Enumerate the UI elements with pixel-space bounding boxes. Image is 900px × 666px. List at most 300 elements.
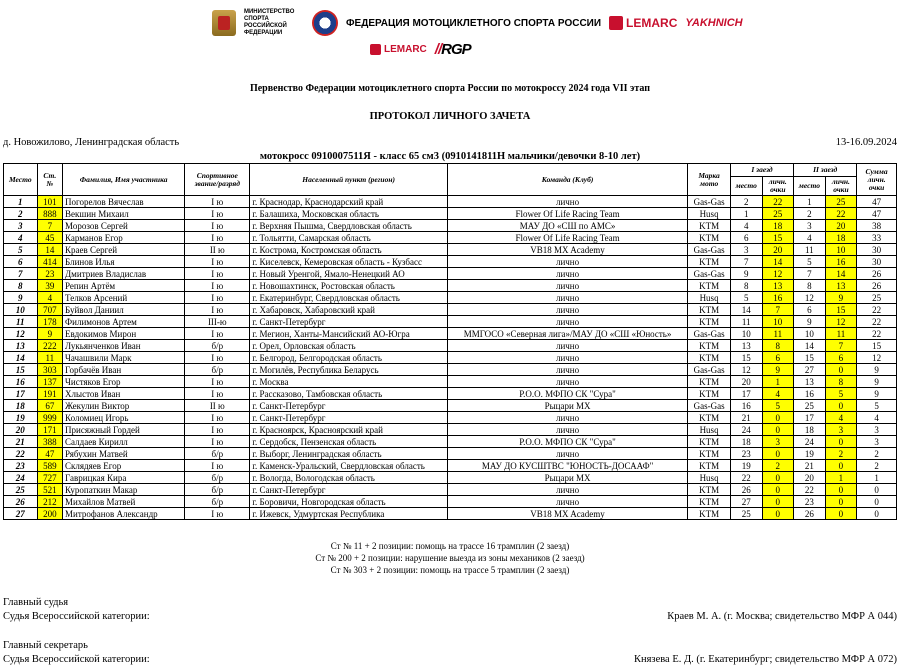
row-race1-pos: 15 xyxy=(730,352,762,364)
row-rank: б/р xyxy=(185,496,250,508)
row-city: г. Мегион, Ханты-Мансийский АО-Югра xyxy=(250,328,448,340)
row-race2-pos: 24 xyxy=(794,436,826,448)
row-race2-pos: 7 xyxy=(794,268,826,280)
row-bike: KTM xyxy=(688,412,731,424)
row-team: Р.О.О. МФПО СК "Сура" xyxy=(447,388,687,400)
row-start-no: 388 xyxy=(37,436,62,448)
row-city: г. Рассказово, Тамбовская область xyxy=(250,388,448,400)
table-row xyxy=(4,472,897,484)
table-row xyxy=(4,484,897,496)
row-bike: Gas-Gas xyxy=(688,364,731,376)
row-total: 22 xyxy=(857,304,897,316)
row-race1-pts: 8 xyxy=(762,340,794,352)
row-start-no: 101 xyxy=(37,196,62,208)
row-race2-pos: 20 xyxy=(794,472,826,484)
row-city: г. Киселевск, Кемеровская область - Кузбасс xyxy=(250,256,448,268)
row-race1-pos: 5 xyxy=(730,292,762,304)
row-race2-pts: 18 xyxy=(825,232,857,244)
row-team: Flower Of Life Racing Team xyxy=(447,208,687,220)
header-race2-pos: место xyxy=(794,177,826,196)
row-race1-pos: 6 xyxy=(730,232,762,244)
row-name: Коломиец Игорь xyxy=(63,412,185,424)
row-city: г. Санкт-Петербург xyxy=(250,484,448,496)
row-bike: KTM xyxy=(688,376,731,388)
row-team: лично xyxy=(447,424,687,436)
table-row xyxy=(4,208,897,220)
row-race1-pts: 9 xyxy=(762,364,794,376)
row-race2-pts: 15 xyxy=(825,304,857,316)
class-line: мотокросс 0910007511Я - класс 65 см3 (0910141811Н мальчики/девочки 8-10 лет) xyxy=(259,151,641,162)
table-row xyxy=(4,232,897,244)
row-race2-pts: 2 xyxy=(825,448,857,460)
row-total: 9 xyxy=(857,388,897,400)
row-total: 0 xyxy=(857,496,897,508)
row-race1-pts: 25 xyxy=(762,208,794,220)
row-place: 8 xyxy=(4,280,38,292)
row-race2-pts: 6 xyxy=(825,352,857,364)
row-start-no: 589 xyxy=(37,460,62,472)
row-city: г. Могилёв, Республика Беларусь xyxy=(250,364,448,376)
row-rank: I ю xyxy=(185,256,250,268)
row-total: 22 xyxy=(857,316,897,328)
table-row xyxy=(4,196,897,208)
notes xyxy=(0,540,900,576)
row-start-no: 999 xyxy=(37,412,62,424)
row-place: 2 xyxy=(4,208,38,220)
row-place: 6 xyxy=(4,256,38,268)
table-row xyxy=(4,424,897,436)
event-dates: 13-16.09.2024 xyxy=(835,137,897,148)
row-race2-pts: 16 xyxy=(825,256,857,268)
judge-category: Судья Всероссийской категории: xyxy=(3,611,150,622)
row-start-no: 14 xyxy=(37,244,62,256)
header-logos xyxy=(212,8,752,38)
row-bike: Husq xyxy=(688,424,731,436)
row-race2-pts: 0 xyxy=(825,436,857,448)
lemarc-logo: LEMARC xyxy=(609,16,677,30)
row-city: г. Санкт-Петербург xyxy=(250,316,448,328)
row-race2-pts: 14 xyxy=(825,268,857,280)
row-total: 33 xyxy=(857,232,897,244)
row-start-no: 303 xyxy=(37,364,62,376)
row-race2-pos: 25 xyxy=(794,400,826,412)
table-row xyxy=(4,460,897,472)
note: Ст № 11 + 2 позиции: помощь на трассе 16 трамплин (2 заезд) xyxy=(330,541,570,551)
row-name: Векшин Михаил xyxy=(63,208,185,220)
row-place: 15 xyxy=(4,364,38,376)
row-start-no: 414 xyxy=(37,256,62,268)
row-total: 15 xyxy=(857,340,897,352)
row-race1-pos: 3 xyxy=(730,244,762,256)
table-row xyxy=(4,268,897,280)
row-race1-pos: 16 xyxy=(730,400,762,412)
row-team: Р.О.О. МФПО СК "Сура" xyxy=(447,436,687,448)
row-race2-pts: 10 xyxy=(825,244,857,256)
row-race2-pts: 5 xyxy=(825,388,857,400)
row-race2-pts: 0 xyxy=(825,484,857,496)
row-name: Морозов Сергей xyxy=(63,220,185,232)
row-start-no: 222 xyxy=(37,340,62,352)
table-row xyxy=(4,292,897,304)
row-team: лично xyxy=(447,304,687,316)
row-place: 4 xyxy=(4,232,38,244)
row-team: Рыцари МХ xyxy=(447,472,687,484)
header-race2-pts: личн. очки xyxy=(825,177,857,196)
header-race1-pts: личн. очки xyxy=(762,177,794,196)
row-rank: III-ю xyxy=(185,316,250,328)
row-rank: I ю xyxy=(185,292,250,304)
row-race1-pts: 12 xyxy=(762,268,794,280)
table-row xyxy=(4,388,897,400)
row-race1-pos: 20 xyxy=(730,376,762,388)
row-name: Евдокимов Мирон xyxy=(63,328,185,340)
table-row xyxy=(4,400,897,412)
results-body xyxy=(4,196,897,520)
row-city: г. Новый Уренгой, Ямало-Ненецкий АО xyxy=(250,268,448,280)
row-race1-pts: 7 xyxy=(762,304,794,316)
federation-name: ФЕДЕРАЦИЯ МОТОЦИКЛЕТНОГО СПОРТА РОССИИ xyxy=(346,17,602,29)
row-name: Присяжный Гордей xyxy=(63,424,185,436)
row-race2-pos: 5 xyxy=(794,256,826,268)
row-race1-pts: 0 xyxy=(762,508,794,520)
row-total: 25 xyxy=(857,292,897,304)
row-city: г. Москва xyxy=(250,376,448,388)
row-race1-pos: 7 xyxy=(730,256,762,268)
row-total: 5 xyxy=(857,400,897,412)
row-race1-pos: 1 xyxy=(730,208,762,220)
row-bike: Gas-Gas xyxy=(688,196,731,208)
row-race1-pts: 0 xyxy=(762,424,794,436)
row-name: Лукьянченков Иван xyxy=(63,340,185,352)
row-race1-pos: 10 xyxy=(730,328,762,340)
row-bike: KTM xyxy=(688,496,731,508)
row-rank: I ю xyxy=(185,436,250,448)
row-race1-pts: 10 xyxy=(762,316,794,328)
row-name: Горбачёв Иван xyxy=(63,364,185,376)
note: Ст № 303 + 2 позиции: помощь на трассе 5 трамплин (2 заезд) xyxy=(330,565,570,575)
row-bike: KTM xyxy=(688,232,731,244)
table-row xyxy=(4,280,897,292)
row-rank: б/р xyxy=(185,340,250,352)
row-race2-pos: 15 xyxy=(794,352,826,364)
row-start-no: 137 xyxy=(37,376,62,388)
row-race2-pts: 9 xyxy=(825,292,857,304)
row-race1-pos: 21 xyxy=(730,412,762,424)
row-place: 3 xyxy=(4,220,38,232)
row-race1-pts: 1 xyxy=(762,376,794,388)
row-name: Куропаткин Макар xyxy=(63,484,185,496)
row-place: 9 xyxy=(4,292,38,304)
row-race1-pts: 0 xyxy=(762,484,794,496)
row-total: 30 xyxy=(857,256,897,268)
row-total: 12 xyxy=(857,352,897,364)
row-race2-pos: 23 xyxy=(794,496,826,508)
row-rank: I ю xyxy=(185,208,250,220)
row-race1-pos: 26 xyxy=(730,484,762,496)
row-race1-pts: 2 xyxy=(762,460,794,472)
header-start-no: Ст. № xyxy=(37,164,62,196)
row-bike: Husq xyxy=(688,292,731,304)
row-bike: KTM xyxy=(688,448,731,460)
row-bike: KTM xyxy=(688,256,731,268)
row-race2-pts: 4 xyxy=(825,412,857,424)
row-start-no: 521 xyxy=(37,484,62,496)
row-bike: KTM xyxy=(688,460,731,472)
row-bike: Gas-Gas xyxy=(688,328,731,340)
row-name: Жекулин Виктор xyxy=(63,400,185,412)
row-rank: I ю xyxy=(185,412,250,424)
row-place: 13 xyxy=(4,340,38,352)
header-team: Команда (Клуб) xyxy=(447,164,687,196)
row-start-no: 23 xyxy=(37,268,62,280)
row-race1-pts: 15 xyxy=(762,232,794,244)
row-bike: KTM xyxy=(688,388,731,400)
row-place: 10 xyxy=(4,304,38,316)
row-team: лично xyxy=(447,316,687,328)
row-total: 26 xyxy=(857,280,897,292)
row-place: 23 xyxy=(4,460,38,472)
row-place: 24 xyxy=(4,472,38,484)
row-bike: KTM xyxy=(688,340,731,352)
row-race1-pts: 0 xyxy=(762,472,794,484)
table-row xyxy=(4,352,897,364)
row-race2-pos: 17 xyxy=(794,412,826,424)
row-race2-pts: 7 xyxy=(825,340,857,352)
row-race2-pts: 0 xyxy=(825,460,857,472)
row-race1-pts: 16 xyxy=(762,292,794,304)
row-race2-pos: 22 xyxy=(794,484,826,496)
row-name: Филимонов Артем xyxy=(63,316,185,328)
row-total: 30 xyxy=(857,244,897,256)
row-race2-pts: 0 xyxy=(825,400,857,412)
row-rank: I ю xyxy=(185,304,250,316)
row-place: 22 xyxy=(4,448,38,460)
row-place: 7 xyxy=(4,268,38,280)
row-race1-pts: 18 xyxy=(762,220,794,232)
header-logos-second-row xyxy=(370,38,530,60)
row-start-no: 45 xyxy=(37,232,62,244)
row-race2-pts: 12 xyxy=(825,316,857,328)
row-start-no: 200 xyxy=(37,508,62,520)
row-rank: I ю xyxy=(185,508,250,520)
row-rank: б/р xyxy=(185,364,250,376)
row-team: VB18 MX Academy xyxy=(447,508,687,520)
row-place: 17 xyxy=(4,388,38,400)
row-total: 22 xyxy=(857,328,897,340)
row-team: лично xyxy=(447,352,687,364)
row-bike: Gas-Gas xyxy=(688,268,731,280)
table-row xyxy=(4,256,897,268)
row-name: Погорелов Вячеслав xyxy=(63,196,185,208)
row-place: 11 xyxy=(4,316,38,328)
row-rank: I ю xyxy=(185,460,250,472)
row-city: г. Санкт-Петербург xyxy=(250,400,448,412)
row-name: Гаврицкая Кира xyxy=(63,472,185,484)
row-race2-pts: 22 xyxy=(825,208,857,220)
results-table xyxy=(3,163,897,520)
row-team: лично xyxy=(447,484,687,496)
header-race1: I заезд xyxy=(730,164,793,177)
row-race2-pos: 11 xyxy=(794,244,826,256)
row-team: лично xyxy=(447,364,687,376)
row-race1-pos: 22 xyxy=(730,472,762,484)
lemarc-logo-small: LEMARC xyxy=(370,44,427,55)
row-place: 27 xyxy=(4,508,38,520)
row-place: 14 xyxy=(4,352,38,364)
row-name: Митрофанов Александр xyxy=(63,508,185,520)
row-team: лично xyxy=(447,292,687,304)
row-city: г. Верхняя Пышма, Свердловская область xyxy=(250,220,448,232)
header-place: Место xyxy=(4,164,38,196)
header-rank: Спортивное звание/разряд xyxy=(185,164,250,196)
row-race2-pos: 9 xyxy=(794,316,826,328)
row-rank: б/р xyxy=(185,472,250,484)
row-race2-pos: 3 xyxy=(794,220,826,232)
row-city: г. Белгород, Белгородская область xyxy=(250,352,448,364)
row-race2-pts: 8 xyxy=(825,376,857,388)
row-city: г. Тольятти, Самарская область xyxy=(250,232,448,244)
row-rank: I ю xyxy=(185,352,250,364)
row-place: 16 xyxy=(4,376,38,388)
row-race1-pts: 4 xyxy=(762,388,794,400)
row-race1-pts: 0 xyxy=(762,412,794,424)
row-place: 21 xyxy=(4,436,38,448)
row-team: МАУ ДО «СШ по АМС» xyxy=(447,220,687,232)
row-total: 9 xyxy=(857,376,897,388)
row-city: г. Балашиха, Московская область xyxy=(250,208,448,220)
row-start-no: 39 xyxy=(37,280,62,292)
row-race2-pos: 26 xyxy=(794,508,826,520)
table-row xyxy=(4,448,897,460)
ministry-logo-text: МИНИСТЕРСТВО СПОРТА РОССИЙСКОЙ ФЕДЕРАЦИИ xyxy=(244,9,295,36)
row-start-no: 212 xyxy=(37,496,62,508)
row-total: 0 xyxy=(857,508,897,520)
row-bike: Gas-Gas xyxy=(688,400,731,412)
row-city: г. Выборг, Ленинградская область xyxy=(250,448,448,460)
row-bike: KTM xyxy=(688,316,731,328)
row-team: лично xyxy=(447,448,687,460)
row-start-no: 191 xyxy=(37,388,62,400)
row-place: 18 xyxy=(4,400,38,412)
row-team: лично xyxy=(447,376,687,388)
row-start-no: 67 xyxy=(37,400,62,412)
row-rank: I ю xyxy=(185,280,250,292)
row-race1-pts: 11 xyxy=(762,328,794,340)
row-race2-pts: 3 xyxy=(825,424,857,436)
row-city: г. Боровичи, Новгородская область xyxy=(250,496,448,508)
federation-logo-icon xyxy=(312,10,338,36)
header-total: Сумма личн. очки xyxy=(857,164,897,196)
table-row xyxy=(4,376,897,388)
row-team: лично xyxy=(447,496,687,508)
row-team: ММГОСО «Северная лига»/МАУ ДО «СШ «Юность» xyxy=(447,328,687,340)
row-total: 47 xyxy=(857,196,897,208)
row-race2-pos: 12 xyxy=(794,292,826,304)
row-name: Блинов Илья xyxy=(63,256,185,268)
table-row xyxy=(4,364,897,376)
row-city: г. Сердобск, Пензенская область xyxy=(250,436,448,448)
row-city: г. Краснодар, Краснодарский край xyxy=(250,196,448,208)
row-total: 47 xyxy=(857,208,897,220)
row-race2-pos: 21 xyxy=(794,460,826,472)
row-race2-pts: 20 xyxy=(825,220,857,232)
row-start-no: 47 xyxy=(37,448,62,460)
row-team: лично xyxy=(447,196,687,208)
header-race2: II заезд xyxy=(794,164,857,177)
row-start-no: 171 xyxy=(37,424,62,436)
table-row xyxy=(4,412,897,424)
row-city: г. Красноярск, Красноярский край xyxy=(250,424,448,436)
row-race1-pos: 17 xyxy=(730,388,762,400)
row-bike: KTM xyxy=(688,436,731,448)
row-city: г. Каменск-Уральский, Свердловская область xyxy=(250,460,448,472)
row-rank: I ю xyxy=(185,232,250,244)
row-race2-pts: 25 xyxy=(825,196,857,208)
row-start-no: 707 xyxy=(37,304,62,316)
row-bike: KTM xyxy=(688,508,731,520)
judge-name: Краев М. А. (г. Москва; свидетельство МФР А 044) xyxy=(667,611,897,622)
row-place: 1 xyxy=(4,196,38,208)
row-rank: б/р xyxy=(185,448,250,460)
row-race1-pts: 20 xyxy=(762,244,794,256)
row-bike: KTM xyxy=(688,220,731,232)
header-city: Населенный пункт (регион) xyxy=(250,164,448,196)
row-city: г. Екатеринбург, Свердловская область xyxy=(250,292,448,304)
row-race1-pts: 0 xyxy=(762,448,794,460)
secretary-name: Князева Е. Д. (г. Екатеринбург; свидетельство МФР А 072) xyxy=(633,654,897,665)
row-race2-pos: 19 xyxy=(794,448,826,460)
table-row xyxy=(4,496,897,508)
row-total: 3 xyxy=(857,424,897,436)
row-rank: I ю xyxy=(185,220,250,232)
row-name: Дмитриев Владислав xyxy=(63,268,185,280)
row-place: 19 xyxy=(4,412,38,424)
row-race1-pos: 23 xyxy=(730,448,762,460)
row-race2-pos: 2 xyxy=(794,208,826,220)
row-team: МАУ ДО КУСШТВС "ЮНОСТЬ-ДОСААФ" xyxy=(447,460,687,472)
row-race1-pos: 14 xyxy=(730,304,762,316)
row-name: Репин Артём xyxy=(63,280,185,292)
row-race2-pts: 0 xyxy=(825,496,857,508)
row-race1-pts: 14 xyxy=(762,256,794,268)
row-bike: KTM xyxy=(688,352,731,364)
row-race1-pts: 0 xyxy=(762,496,794,508)
row-team: VB18 MX Academy xyxy=(447,244,687,256)
row-race2-pos: 13 xyxy=(794,376,826,388)
row-place: 20 xyxy=(4,424,38,436)
row-race2-pos: 16 xyxy=(794,388,826,400)
row-rank: I ю xyxy=(185,268,250,280)
row-bike: KTM xyxy=(688,484,731,496)
row-bike: KTM xyxy=(688,280,731,292)
row-team: Flower Of Life Racing Team xyxy=(447,232,687,244)
row-total: 38 xyxy=(857,220,897,232)
row-rank: II ю xyxy=(185,400,250,412)
table-row xyxy=(4,340,897,352)
row-race1-pos: 19 xyxy=(730,460,762,472)
row-total: 4 xyxy=(857,412,897,424)
row-total: 2 xyxy=(857,460,897,472)
header-bike: Марка мото xyxy=(688,164,731,196)
row-race1-pts: 13 xyxy=(762,280,794,292)
row-race1-pos: 24 xyxy=(730,424,762,436)
document-title: Первенство Федерации мотоциклетного спорта России по мотокроссу 2024 года VII этап xyxy=(249,83,651,94)
ministry-emblem-icon xyxy=(212,10,236,36)
secretary-category: Судья Всероссийской категории: xyxy=(3,654,150,665)
row-city: г. Санкт-Петербург xyxy=(250,412,448,424)
row-total: 3 xyxy=(857,436,897,448)
row-race2-pos: 27 xyxy=(794,364,826,376)
